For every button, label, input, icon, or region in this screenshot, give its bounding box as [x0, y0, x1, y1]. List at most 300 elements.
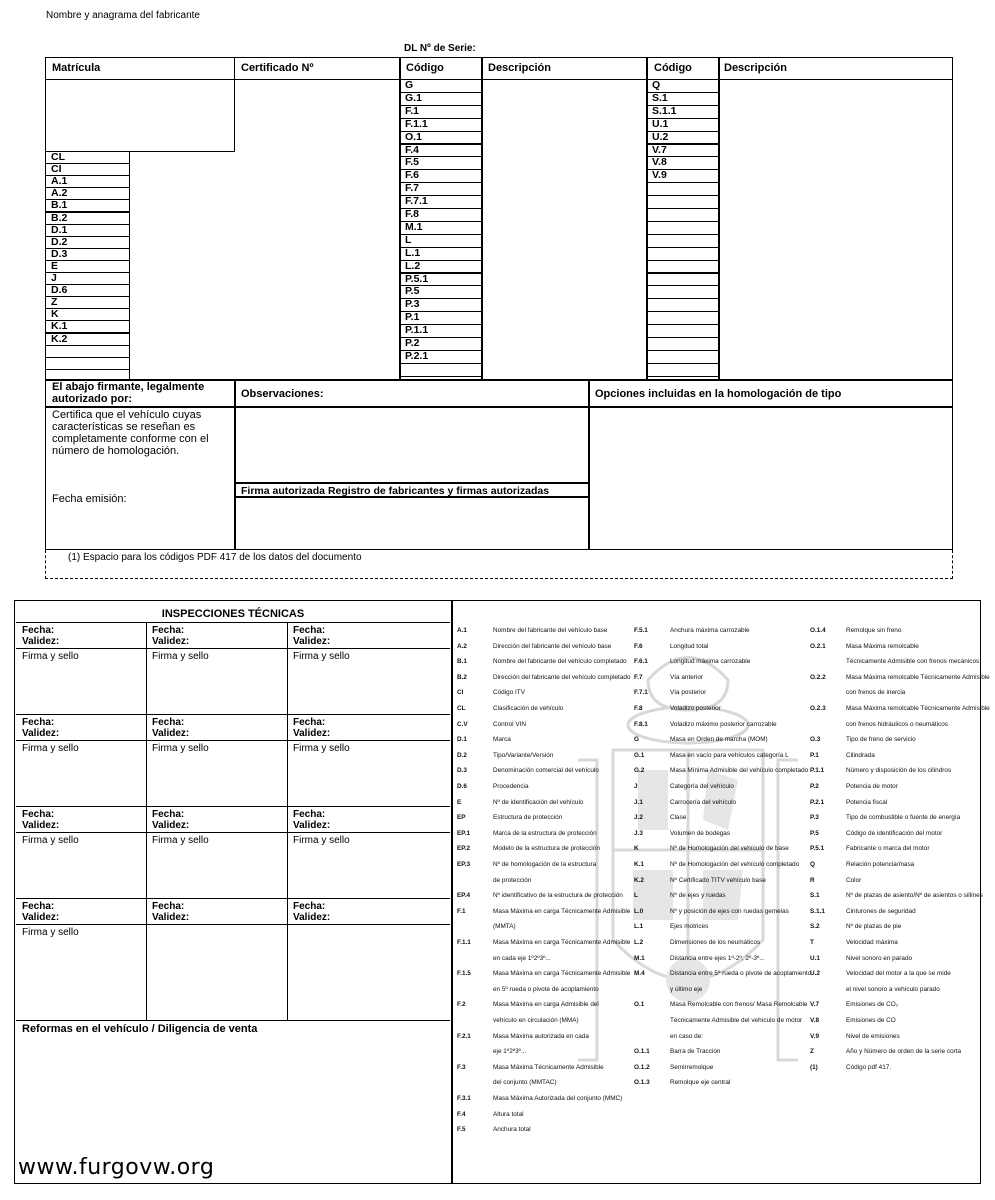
- signer-header: El abajo firmante, legalmente autorizado por:: [52, 381, 205, 405]
- legend-description: Nº de homologación de la estructura: [493, 861, 597, 868]
- legend-description: Control VIN: [493, 720, 527, 728]
- legend-description: de protección: [493, 876, 532, 884]
- legend-item: [810, 705, 990, 713]
- legend-description: con frenos hidráulicos o neumáticos: [846, 720, 948, 728]
- legend-description: Masa Máxima Autorizada del conjunto (MMC): [493, 1095, 623, 1102]
- inspections-title: INSPECCIONES TÉCNICAS: [16, 606, 450, 623]
- code-cell: [646, 350, 720, 364]
- legend-code: F.4: [457, 1110, 466, 1118]
- legend-code: O.2.2: [810, 673, 826, 681]
- legend-description: Masa Máxima Técnicamente Admisible: [493, 1063, 604, 1071]
- legend-item: [634, 1079, 730, 1087]
- firma-sello-label: Firma y sello: [152, 651, 209, 662]
- legend-item: [634, 627, 750, 635]
- legend-item: [810, 986, 940, 994]
- divider: [287, 806, 288, 898]
- legend-description: Nº de identificación del vehículo: [493, 798, 584, 806]
- code-cell: P.1: [399, 311, 483, 325]
- legend-item: [457, 861, 596, 869]
- legend-description: Nº de ejes y ruedas: [670, 892, 726, 900]
- legend-item: [634, 1064, 713, 1072]
- legend-description: Masa Remolcable con frenos/ Masa Remolcable: [670, 1001, 808, 1009]
- legend-description: el nivel sonoro a vehículo parado: [846, 985, 940, 993]
- legend-item: [810, 1001, 898, 1009]
- legend-description: Denominación comercial del vehículo: [493, 767, 599, 775]
- code-cell: L.1: [399, 247, 483, 261]
- legend-item: [810, 627, 901, 635]
- fecha-label: Fecha:: [22, 717, 55, 728]
- code-cell: [646, 285, 720, 299]
- code-cell: F.7: [399, 182, 483, 196]
- legend-item: [634, 908, 789, 916]
- reformas-header: Reformas en el vehículo / Diligencia de venta: [22, 1023, 258, 1035]
- legend-code: F.1.1: [457, 939, 471, 946]
- firma-sello-label: Firma y sello: [22, 651, 79, 662]
- legend-description: Nº y posición de ejes con ruedas gemelas: [670, 907, 789, 915]
- legend-item: [457, 986, 599, 994]
- legend-description: Masa en Orden de marcha (MOM): [670, 736, 768, 744]
- legend-code: P.2.1: [810, 798, 825, 806]
- code-cell: D.1: [45, 224, 130, 237]
- legend-code: K.2: [634, 876, 644, 884]
- code-cell: [646, 324, 720, 338]
- code-cell: F.8: [399, 208, 483, 222]
- footnote: (1) Espacio para los códigos PDF 417 de los datos del documento: [68, 552, 362, 563]
- legend-description: Código pdf 417.: [846, 1063, 892, 1071]
- legend-code: O.1: [634, 1001, 645, 1009]
- legend-code: D.1: [457, 736, 467, 744]
- legend-item: [810, 814, 960, 822]
- legend-item: [457, 970, 630, 978]
- legend-description: Remolque sin freno: [846, 627, 902, 634]
- code-cell: [45, 357, 130, 370]
- legend-item: [457, 1064, 604, 1072]
- legend-code: CI: [457, 689, 464, 697]
- code-cell: F.7.1: [399, 195, 483, 209]
- certificado-header: Certificado Nº: [241, 62, 314, 74]
- validez-label: Validez:: [293, 636, 331, 647]
- legend-description: Semirremolque: [670, 1063, 714, 1071]
- code-cell: V.7: [646, 144, 720, 158]
- legend-description: Código ITV: [493, 689, 525, 697]
- legend-description: Ejes motrices: [670, 923, 709, 931]
- legend-description: Carrocería del vehículo: [670, 798, 737, 806]
- legend-item: [457, 877, 531, 885]
- code-cell: A.1: [45, 175, 130, 188]
- legend-code: EP: [457, 814, 466, 822]
- legend-item: [634, 970, 811, 978]
- legend-description: Masa Máxima remolcable Técnicamente Admisible: [846, 673, 990, 681]
- legend-item: [810, 1033, 900, 1041]
- legend-code: EP.1: [457, 829, 471, 837]
- codigo-header-1: Código: [406, 62, 444, 74]
- fecha-label: Fecha:: [152, 717, 185, 728]
- legend-item: [457, 1017, 579, 1025]
- code-cell: K: [45, 308, 130, 321]
- legend-description: Clase: [670, 814, 687, 822]
- legend-code: L.1: [634, 923, 644, 931]
- legend-description: Anchura total: [493, 1126, 531, 1134]
- code-cell: E: [45, 260, 130, 273]
- legend-code: V.7: [810, 1001, 820, 1009]
- legend-description: Altura total: [493, 1110, 524, 1118]
- divider: [588, 379, 590, 550]
- legend-description: Nivel de emisiones: [846, 1032, 900, 1040]
- legend-item: [457, 939, 630, 947]
- legend-code: CL: [457, 705, 466, 712]
- legend-item: [810, 861, 914, 869]
- legend-item: [810, 658, 979, 666]
- code-cell: V.9: [646, 169, 720, 183]
- legend-code: V.8: [810, 1017, 820, 1024]
- firma-sello-label: Firma y sello: [152, 743, 209, 754]
- legend-item: [634, 1048, 720, 1056]
- legend-code: D.3: [457, 767, 467, 775]
- descripcion-header-1: Descripción: [488, 62, 551, 74]
- legend-item: [810, 799, 887, 807]
- legend-description: con frenos de inercia: [846, 689, 906, 697]
- legend-item: [634, 1033, 703, 1041]
- legend-item: [457, 1033, 589, 1041]
- dl-serie-label: DL Nº de Serie:: [404, 43, 476, 54]
- legend-code: P.5: [810, 829, 819, 837]
- legend-item: [634, 923, 708, 931]
- legend-item: [634, 845, 789, 853]
- legend-item: [457, 955, 551, 963]
- legend-item: [457, 1095, 622, 1103]
- legend-description: vehículo en circulación (MMA): [493, 1017, 579, 1024]
- legend-item: [457, 658, 627, 666]
- validez-label: Validez:: [22, 636, 60, 647]
- legend-item: [457, 845, 600, 853]
- divider: [16, 1020, 450, 1021]
- divider: [16, 648, 450, 649]
- legend-code: L.0: [634, 907, 644, 915]
- divider: [16, 832, 450, 833]
- legend-description: Nº de Homologación del vehículo de base: [670, 845, 789, 853]
- legend-item: [634, 955, 765, 963]
- code-cell: P.3: [399, 298, 483, 312]
- legend-code: S.2: [810, 923, 820, 931]
- fecha-label: Fecha:: [152, 809, 185, 820]
- legend-item: [634, 674, 703, 682]
- legend-description: Masa Máxima remolcable: [846, 642, 919, 650]
- fecha-emision-label: Fecha emisión:: [52, 493, 127, 505]
- legend-description: Técnicamente Admisible del vehículo de motor: [670, 1017, 803, 1024]
- firma-sello-label: Firma y sello: [22, 835, 79, 846]
- code-cell: [646, 337, 720, 351]
- legend-code: Q: [810, 861, 815, 868]
- legend-code: O.1.4: [810, 627, 826, 634]
- legend-description: Masa Máxima en carga Admisible del: [493, 1001, 599, 1009]
- legend-code: O.1.2: [634, 1063, 650, 1071]
- legend-code: G: [634, 736, 639, 744]
- legend-item: [634, 830, 730, 838]
- legend-code: F.5.1: [634, 627, 648, 634]
- legend-item: [810, 908, 916, 916]
- validez-label: Validez:: [293, 912, 331, 923]
- legend-code: P.1: [810, 751, 819, 759]
- legend-code: J.2: [634, 814, 643, 822]
- legend-code: O.3: [810, 736, 821, 744]
- code-cell: F.1.1: [399, 118, 483, 132]
- code-cell: [646, 363, 720, 377]
- legend-code: F.7.1: [634, 689, 648, 697]
- legend-description: Masa en vacío para vehículos categoría L: [670, 751, 789, 759]
- legend-code: D.2: [457, 751, 467, 759]
- legend-item: [457, 643, 611, 651]
- legend-description: Fabricante o marca del motor: [846, 845, 930, 853]
- firma-sello-label: Firma y sello: [293, 651, 350, 662]
- legend-item: [810, 752, 875, 760]
- code-cell: D.2: [45, 236, 130, 249]
- legend-description: Velocidad del motor a la que se mide: [846, 970, 951, 978]
- legend-description: Masa Máxima en carga Técnicamente Admisible: [493, 970, 631, 978]
- code-cell: [399, 363, 483, 377]
- divider: [287, 622, 288, 714]
- legend-description: Voladizo posterior: [670, 705, 721, 712]
- legend-description: Estructura de protección: [493, 814, 563, 822]
- legend-item: [634, 658, 750, 666]
- fecha-label: Fecha:: [22, 625, 55, 636]
- legend-code: S.1: [810, 892, 820, 900]
- code-cell: CI: [45, 163, 130, 176]
- divider: [451, 600, 453, 1184]
- legend-code: EP.4: [457, 892, 471, 900]
- legend-item: [810, 674, 990, 682]
- legend-item: [810, 1064, 891, 1072]
- fecha-label: Fecha:: [293, 809, 326, 820]
- legend-item: [457, 627, 607, 635]
- legend-description: Vía anterior: [670, 673, 704, 681]
- legend-code: O.1.3: [634, 1079, 650, 1087]
- legend-item: [810, 845, 929, 853]
- legend-code: Z: [810, 1048, 814, 1056]
- legend-code: E: [457, 798, 462, 806]
- legend-description: Masa Mínima Admisible del vehículo completado: [670, 767, 809, 775]
- legend-item: [634, 986, 702, 994]
- site-watermark: www.furgovw.org: [18, 1155, 215, 1180]
- divider: [146, 622, 147, 714]
- divider: [16, 740, 450, 741]
- divider: [16, 924, 450, 925]
- validez-label: Validez:: [152, 912, 190, 923]
- firma-sello-label: Firma y sello: [22, 743, 79, 754]
- code-cell: [646, 311, 720, 325]
- legend-description: en caso de:: [670, 1032, 704, 1040]
- legend-code: F.3: [457, 1063, 466, 1071]
- legend-code: EP.3: [457, 861, 471, 868]
- code-cell: CL: [45, 151, 130, 164]
- legend-description: Cilindrada: [846, 751, 875, 759]
- legend-description: Potencia fiscal: [846, 798, 888, 806]
- legend-description: Código de identificación del motor: [846, 829, 943, 837]
- legend-code: F.7: [634, 673, 643, 681]
- code-cell: U.2: [646, 131, 720, 145]
- legend-item: [810, 923, 901, 931]
- legend-description: Masa Máxima en carga Técnicamente Admisible: [493, 907, 631, 915]
- code-cell: [646, 221, 720, 235]
- legend-description: Procedencia: [493, 783, 529, 790]
- legend-description: Número y disposición de los cilindros: [846, 767, 952, 775]
- code-cell: J: [45, 272, 130, 285]
- legend-item: [810, 830, 942, 838]
- legend-item: [810, 939, 898, 947]
- legend-item: [634, 721, 777, 729]
- validez-label: Validez:: [152, 728, 190, 739]
- code-cell: P.5.1: [399, 273, 483, 287]
- legend-item: [634, 877, 766, 885]
- legend-code: V.9: [810, 1032, 820, 1040]
- code-cell: K.1: [45, 320, 130, 333]
- legend-description: Cinturones de seguridad: [846, 907, 916, 915]
- legend-code: F.8.1: [634, 720, 648, 728]
- legend-description: Categoría del vehículo: [670, 783, 734, 790]
- legend-description: eje 1º2º3º...: [493, 1048, 527, 1056]
- legend-description: Tipo de combustible o fuente de energía: [846, 814, 961, 822]
- legend-description: Tipo/Variante/Versión: [493, 751, 554, 759]
- legend-code: L: [634, 892, 638, 900]
- legend-code: F.2: [457, 1001, 466, 1009]
- legend-item: [634, 861, 799, 869]
- legend-description: Velocidad máxima: [846, 939, 898, 946]
- legend-code: EP.2: [457, 845, 471, 853]
- legend-code: (1): [810, 1063, 818, 1071]
- legend-code: F.3.1: [457, 1095, 471, 1102]
- fecha-label: Fecha:: [152, 901, 185, 912]
- legend-code: P.3: [810, 814, 819, 822]
- legend-item: [634, 939, 760, 947]
- legend-description: Emisiones de CO₂: [846, 1001, 899, 1009]
- legend-code: G.1: [634, 751, 645, 759]
- code-cell: B.1: [45, 199, 130, 212]
- legend-code: J.3: [634, 829, 643, 837]
- legend-description: Marca de la estructura de protección: [493, 829, 597, 837]
- code-cell: F.1: [399, 105, 483, 119]
- divider: [16, 714, 450, 715]
- legend-code: A.1: [457, 627, 467, 634]
- code-cell: D.6: [45, 284, 130, 297]
- legend-description: Nº de plazas de pie: [846, 923, 902, 931]
- legend-item: [634, 1017, 802, 1025]
- divider: [234, 379, 236, 550]
- legend-item: [457, 783, 529, 791]
- code-cell: F.6: [399, 169, 483, 183]
- legend-description: Año y Número de orden de la serie corta: [846, 1048, 962, 1056]
- legend-item: [457, 721, 526, 729]
- legend-item: [457, 705, 563, 713]
- code-cell: F.5: [399, 156, 483, 170]
- code-cell: V.8: [646, 156, 720, 170]
- legend-code: F.1.5: [457, 970, 471, 978]
- legend-code: R: [810, 876, 815, 884]
- legend-description: Potencia de motor: [846, 783, 898, 790]
- divider: [16, 898, 450, 899]
- fecha-label: Fecha:: [152, 625, 185, 636]
- legend-code: B.1: [457, 658, 467, 666]
- legend-item: [457, 1079, 556, 1087]
- legend-item: [457, 1111, 524, 1119]
- legend-code: F.8: [634, 705, 643, 712]
- code-cell: Q: [646, 79, 720, 93]
- legend-item: [634, 643, 708, 651]
- legend-description: Nombre del fabricante del vehículo base: [493, 627, 608, 634]
- legend-code: L.2: [634, 939, 644, 946]
- legend-item: [457, 923, 516, 931]
- legend-item: [457, 1001, 599, 1009]
- firma-autorizada-header: Firma autorizada Registro de fabricantes y firmas autorizadas: [241, 485, 550, 497]
- validez-label: Validez:: [22, 912, 60, 923]
- legend-code: F.6: [634, 642, 643, 650]
- legend-item: [810, 970, 951, 978]
- legend-description: Nº identificativo de la estructura de protección: [493, 892, 623, 900]
- legend-description: Modelo de la estructura de protección: [493, 845, 600, 853]
- legend-description: Nº de plazas de asiento/Nº de asientos o sillines: [846, 892, 983, 900]
- legend-description: Dirección del fabricante del vehículo completado: [493, 673, 631, 681]
- legend-item: [634, 736, 768, 744]
- certifica-text: Certifica que el vehículo cuyas características se reseñan es completamente conforme con el número de homologación.: [52, 409, 209, 457]
- legend-item: [634, 767, 808, 775]
- legend-description: Remolque eje central: [670, 1079, 731, 1087]
- legend-code: M.1: [634, 954, 645, 962]
- legend-item: [810, 1048, 961, 1056]
- legend-description: en 5º rueda o pivote de acoplamiento: [493, 985, 599, 993]
- legend-description: Anchura máxima carrozable: [670, 627, 750, 634]
- legend-description: Nº Certificado TITV vehículo base: [670, 876, 766, 884]
- legend-code: P.2: [810, 783, 819, 790]
- code-cell: [646, 195, 720, 209]
- divider: [45, 406, 953, 408]
- legend-code: J: [634, 783, 638, 790]
- legend-item: [634, 752, 789, 760]
- validez-label: Validez:: [22, 820, 60, 831]
- legend-item: [810, 892, 983, 900]
- legend-code: F.6.1: [634, 658, 648, 666]
- legend-description: Marca: [493, 736, 511, 744]
- legend-item: [634, 814, 686, 822]
- code-cell: D.3: [45, 248, 130, 261]
- divider: [146, 806, 147, 898]
- legend-description: Nombre del fabricante del vehículo completado: [493, 658, 627, 666]
- legend-description: Técnicamente Admisible con frenos mecánicos: [846, 658, 980, 666]
- divider: [146, 898, 147, 1020]
- legend-item: [634, 689, 706, 697]
- divider: [287, 714, 288, 806]
- legend-description: Vía posterior: [670, 689, 707, 697]
- legend-code: F.2.1: [457, 1032, 471, 1040]
- legend-item: [634, 799, 736, 807]
- legend-code: O.1.1: [634, 1048, 650, 1056]
- legend-description: Volumen de bodegas: [670, 829, 731, 837]
- legend-description: Nº de Homologación del vehículo completado: [670, 861, 800, 868]
- firma-sello-label: Firma y sello: [22, 927, 79, 938]
- code-cell: P.1.1: [399, 324, 483, 338]
- legend-item: [810, 783, 898, 791]
- code-cell: S.1: [646, 92, 720, 106]
- code-cell: A.2: [45, 187, 130, 200]
- divider: [287, 898, 288, 1020]
- validez-label: Validez:: [293, 728, 331, 739]
- legend-description: Nivel sonoro en parado: [846, 954, 913, 962]
- firma-sello-label: Firma y sello: [293, 835, 350, 846]
- legend-description: Tipo de freno de servicio: [846, 736, 916, 744]
- legend-item: [457, 892, 623, 900]
- firma-sello-label: Firma y sello: [293, 743, 350, 754]
- legend-code: U.1: [810, 954, 820, 962]
- legend-code: S.1.1: [810, 907, 825, 915]
- legend-item: [810, 955, 912, 963]
- fecha-label: Fecha:: [293, 625, 326, 636]
